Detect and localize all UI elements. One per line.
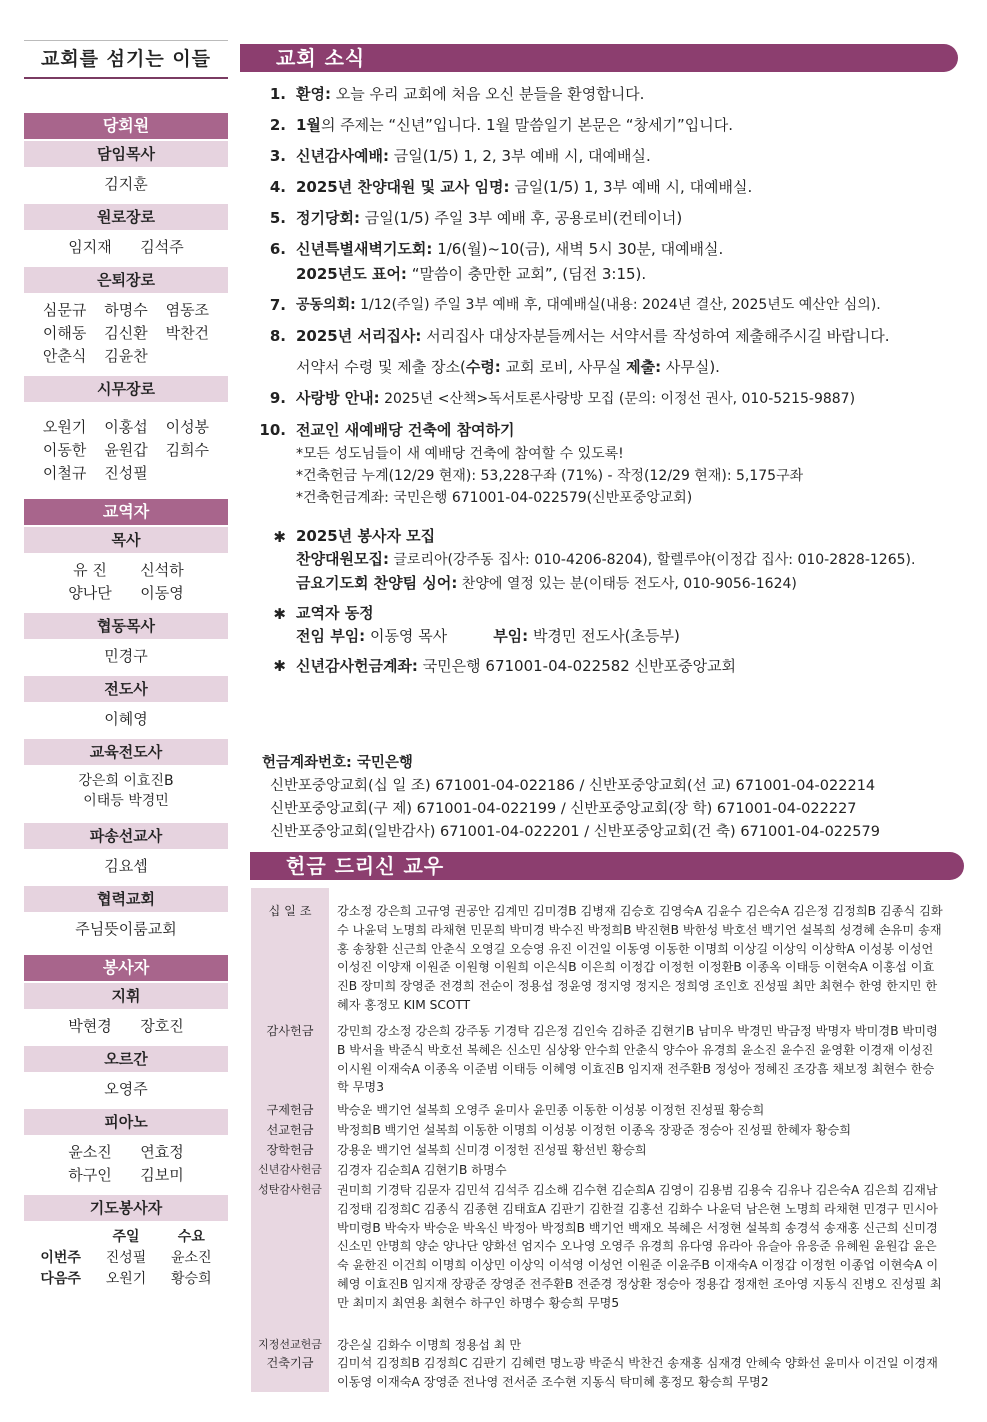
item-number: 6. — [269, 240, 286, 258]
item-text: 서약서 수령 및 제출 장소( — [296, 358, 466, 376]
item-text: 금일(1/5) 1, 2, 3부 예배 시, 대예배실. — [388, 147, 651, 165]
name: 이홍섭 — [104, 418, 148, 436]
names-pason — [24, 849, 228, 886]
name: 안춘식 — [42, 347, 87, 365]
item-label: 교역자 동정 — [296, 604, 374, 622]
info-line: *건축헌금 누계(12/29 현재): 53,228구좌 (71%) - 작정(12/29 현재): 5,175구좌 — [296, 468, 804, 484]
name: 김지훈 — [104, 175, 148, 193]
name: 이혜영 — [104, 710, 148, 728]
names-jeondosa — [24, 702, 228, 739]
news-item — [258, 113, 958, 138]
news-item — [258, 418, 958, 509]
info-line: *건축헌금계좌: 국민은행 671001-04-022579(신반포중앙교회) — [296, 490, 693, 506]
label-jihwi: 지휘 — [24, 983, 228, 1009]
item-number: 3. — [269, 147, 286, 165]
account-line: 신반포중앙교회(십 일 조) 671001-04-022186 / 신반포중앙교회(선 교) 671001-04-022214 — [270, 778, 876, 794]
account-line: 신반포중앙교회(일반감사) 671001-04-022201 / 신반포중앙교회(건 축) 671001-04-022579 — [270, 824, 880, 840]
account-info — [262, 752, 880, 844]
offering-row — [251, 1022, 945, 1097]
item-number: 7. — [269, 296, 286, 314]
offering-row — [251, 1101, 945, 1120]
name: 연효정 — [140, 1143, 184, 1161]
sidebar-title: 교회를 섬기는 이들 — [24, 40, 228, 79]
item-label: 공동의회: — [296, 297, 356, 313]
item-label: 정기당회: — [296, 209, 360, 227]
name: 김희수 — [165, 441, 210, 459]
name: 진성필 — [104, 464, 148, 482]
name: 박현경 — [68, 1017, 112, 1035]
offering-row — [251, 1354, 945, 1392]
label-pason: 파송선교사 — [24, 823, 228, 849]
names-jihwi — [24, 1009, 228, 1046]
news-item — [258, 237, 958, 287]
name: 임지재 — [68, 238, 112, 256]
news-list — [258, 82, 958, 685]
offering-table — [251, 888, 945, 1392]
item-label: 수령: — [465, 358, 501, 376]
name: 김석주 — [140, 238, 184, 256]
names-euntoe — [24, 293, 228, 376]
offering-names: 김미석 김정희B 김정희C 김판기 김혜련 명노광 박준식 박찬건 송재홍 심재경 안혜숙 양화선 윤미사 이건일 이경재 이동영 이재숙A 장영준 전나영 전서준 조수현 지동식 탁미혜 홍정모 황승희 무명2 — [337, 1356, 938, 1389]
item-label: 찬양대원모집: — [296, 550, 389, 568]
offering-row — [251, 1121, 945, 1140]
item-text: 1/12(주일) 주일 3부 예배 후, 대예배실(내용: 2024년 결산, 2025년도 예산안 심의). — [355, 297, 881, 313]
names-hyeopryeok — [24, 912, 228, 949]
names-moksa — [24, 553, 228, 613]
label-euntoe: 은퇴장로 — [24, 267, 228, 293]
item-label: 사랑방 안내: — [296, 389, 380, 407]
name: 김윤찬 — [104, 347, 148, 365]
item-number: 5. — [269, 209, 286, 227]
news-item — [258, 324, 958, 380]
names-piano — [24, 1135, 228, 1195]
item-label: 신년특별새벽기도회: — [296, 240, 433, 258]
name: 심문규 — [42, 301, 87, 319]
prayer-table — [24, 1221, 228, 1296]
offering-header: 헌금 드리신 교우 — [250, 852, 964, 880]
name: 김보미 — [140, 1166, 184, 1184]
item-text: 사무실). — [661, 358, 720, 376]
offering-names: 박승운 백기언 설복희 오영주 윤미사 윤민종 이동한 이성봉 이정헌 진성필 황승희 — [337, 1103, 765, 1117]
item-number: 2. — [269, 116, 286, 134]
item-label: 전교인 새예배당 건축에 참여하기 — [296, 421, 515, 439]
item-label: 전임 부임: — [296, 627, 366, 645]
name: 이동영 — [140, 584, 184, 602]
prayer-week: 다음주 — [40, 1271, 81, 1287]
offering-names: 강소정 강은희 고규영 권공안 김계민 김미경B 김병재 김승호 김영숙A 김윤수 김은숙A 김은정 김정희B 김종식 김화수 나윤덕 노명희 라채현 민문희 박미경 박수진 박정희B 박진현B 박한성 박호선 백기언 설복희 성경혜 손유미 송재홍 송창환 신근희 안춘식 오영길 오승영 유진 이건일 이동영 이동한 이명희 이상길 이상익 이상학A 이성봉 이성언 이성진 이양재 이원준 이원형 이원희 이은식B 이은희 이정갑 이정헌 이정환B 이종옥 이태등 이현숙A 이홍섭 이효진B 장미희 장영준 전경희 전순이 정용섭 정윤영 정지영 정지은 정희영 조인호 진성필 최만 최현수 한영 한지민 한혜자 홍정모 KIM SCOTT — [337, 904, 943, 1012]
offering-label: 십 일 조 — [268, 904, 312, 918]
item-label: 부임: — [493, 627, 529, 645]
info-line: *모든 성도님들이 새 예배당 건축에 참여할 수 있도록! — [296, 446, 624, 462]
building-info — [296, 443, 958, 509]
news-item — [258, 293, 958, 318]
news-star-item — [258, 654, 958, 679]
section-gyoyeok: 교역자 — [24, 499, 228, 525]
prayer-head: 수요 — [177, 1229, 205, 1245]
news-star-item — [258, 525, 958, 596]
label-organ: 오르간 — [24, 1046, 228, 1072]
item-number: 9. — [269, 389, 286, 407]
names-wonro — [24, 230, 228, 267]
name: 오원기 — [42, 418, 87, 436]
name: 염동조 — [165, 301, 210, 319]
name: 양나단 — [68, 584, 112, 602]
name: 하명수 — [104, 301, 148, 319]
item-label: 환영: — [296, 85, 331, 103]
item-text: 교회 로비, 사무실 — [500, 358, 627, 376]
item-label: 2025년 서리집사: — [296, 327, 422, 345]
offering-names: 강은실 김화수 이명희 정용섭 최 만 — [337, 1338, 522, 1352]
name: 민경구 — [104, 647, 148, 665]
star-icon: ✱ — [273, 528, 286, 546]
star-icon: ✱ — [273, 657, 286, 675]
account-head: 헌금계좌번호: 국민은행 — [262, 755, 413, 771]
name: 윤원갑 — [104, 441, 148, 459]
item-number: 1. — [269, 85, 286, 103]
name: 김신환 — [104, 324, 148, 342]
news-item — [258, 175, 958, 200]
label-dam: 담임목사 — [24, 141, 228, 167]
label-hyeopryeok: 협력교회 — [24, 886, 228, 912]
prayer-head: 주일 — [112, 1229, 140, 1245]
sidebar — [24, 40, 228, 1296]
section-dang: 당회원 — [24, 113, 228, 139]
news-item — [258, 82, 958, 107]
offering-label: 장학헌금 — [266, 1143, 314, 1157]
name: 김요셉 — [104, 857, 148, 875]
name: 주님뜻이룸교회 — [75, 920, 177, 938]
names-simu — [24, 402, 228, 493]
label-hyeopdong: 협동목사 — [24, 613, 228, 639]
prayer-week: 이번주 — [40, 1250, 81, 1266]
prayer-name: 진성필 — [105, 1250, 147, 1266]
label-prayer: 기도봉사자 — [24, 1195, 228, 1221]
name: 윤소진 — [68, 1143, 112, 1161]
item-text: 2025년 <산책>독서토론사랑방 모집 (문의: 이정선 권사, 010-5215-9887) — [379, 391, 856, 407]
offering-row — [251, 902, 945, 1015]
item-text: 금일(1/5) 1, 3부 예배 시, 대예배실. — [509, 178, 753, 196]
prayer-name: 윤소진 — [171, 1250, 212, 1266]
item-label: 2025년 봉사자 모집 — [296, 527, 436, 545]
offering-row — [251, 1141, 945, 1160]
prayer-name: 오원기 — [105, 1271, 147, 1287]
name: 이해동 — [42, 324, 87, 342]
offering-label: 신년감사헌금 — [258, 1163, 322, 1176]
item-number: 10. — [259, 421, 286, 439]
item-text: 의 주제는 “신년”입니다. 1월 말씀일기 본문은 “창세기”입니다. — [320, 116, 733, 134]
names-hyeopdong — [24, 639, 228, 676]
item-text: 글로리아(강주동 집사: 010-4206-8204), 할렐루야(이정갑 집사: 010-2828-1265). — [388, 552, 916, 568]
item-text: 찬양에 열정 있는 분(이태등 전도사, 010-9056-1624) — [457, 576, 797, 592]
offering-row — [251, 1336, 945, 1355]
offering-label: 감사헌금 — [266, 1024, 314, 1038]
name: 신석하 — [140, 561, 184, 579]
item-text: 1/6(월)~10(금), 새벽 5시 30분, 대예배실. — [432, 240, 724, 258]
section-bongsa: 봉사자 — [24, 955, 228, 981]
item-number: 8. — [269, 327, 286, 345]
item-text: 오늘 우리 교회에 처음 오신 분들을 환영합니다. — [330, 85, 645, 103]
name: 장호진 — [140, 1017, 184, 1035]
offering-label: 구제헌금 — [266, 1103, 314, 1117]
label-moksa: 목사 — [24, 527, 228, 553]
name-line: 이태등 박경민 — [83, 793, 169, 809]
label-simu: 시무장로 — [24, 376, 228, 402]
item-text: 서리집사 대상자분들께서는 서약서를 작성하여 제출해주시길 바랍니다. — [421, 327, 890, 345]
name: 오영주 — [104, 1080, 148, 1098]
item-text: 박경민 전도사(초등부) — [528, 627, 680, 645]
account-line: 신반포중앙교회(구 제) 671001-04-022199 / 신반포중앙교회(장 학) 671001-04-022227 — [270, 801, 857, 817]
offering-row — [251, 1181, 945, 1313]
item-label: 1월 — [296, 116, 321, 134]
prayer-name: 황승희 — [171, 1271, 212, 1287]
news-item — [258, 144, 958, 169]
offering-names: 권미희 기경탁 김문자 김민석 김석주 김소해 김수현 김순희A 김영이 김용범 김용숙 김유나 김은숙A 김은희 김재남 김정태 김정희C 김종식 김종현 김태효A 김판기 김한걸 김홍선 김화수 나윤덕 남은현 노명희 라채현 민경구 민시아 박미령B 박숙자 박승운 박옥신 박정아 박정희B 백기언 백재오 복혜은 서정현 설복희 송경석 송재홍 신근희 신미경 신소민 안명희 양순 양나단 양화선 엄지수 오나영 오영주 유경희 유다영 유라아 유슬아 유응준 유혜원 윤원갑 윤은숙 윤한진 이건희 이명희 이상민 이상익 이석영 이성언 이원준 이윤주B 이재숙A 이정갑 이정헌 이종업 이현숙A 이혜영 이효진B 임지재 장광준 장영준 전주환B 전준경 정상환 정승아 정용갑 정재헌 조아영 지동식 진병오 진성필 최만 최미지 최연용 최현수 하구인 하명수 황승희 무명5 — [337, 1183, 942, 1310]
item-label: 2025년 찬양대원 및 교사 임명: — [296, 178, 510, 196]
label-piano: 피아노 — [24, 1109, 228, 1135]
motto-text: “말씀이 충만한 교회”, (딤전 3:15). — [406, 265, 647, 283]
offering-names: 김경자 김순희A 김현기B 하명수 — [337, 1163, 507, 1177]
news-item — [258, 206, 958, 231]
offering-names: 강용운 백기언 설복희 신미경 이정헌 진성필 황선빈 황승희 — [337, 1143, 647, 1157]
label-jeondosa: 전도사 — [24, 676, 228, 702]
news-item — [258, 386, 958, 412]
offering-label: 지정선교헌금 — [258, 1338, 322, 1351]
star-icon: ✱ — [273, 605, 286, 623]
item-text: 국민은행 671001-04-022582 신반포중앙교회 — [417, 657, 737, 675]
item-label: 신년감사예배: — [296, 147, 389, 165]
name: 이성봉 — [165, 418, 210, 436]
names-dam — [24, 167, 228, 204]
label-wonro: 원로장로 — [24, 204, 228, 230]
item-number: 4. — [269, 178, 286, 196]
news-star-item — [258, 602, 958, 648]
label-edu: 교육전도사 — [24, 739, 228, 765]
offering-label: 건축기금 — [266, 1356, 314, 1370]
item-text: 이동영 목사 — [365, 627, 448, 645]
name: 하구인 — [68, 1166, 112, 1184]
name: 이철규 — [42, 464, 87, 482]
news-header: 교회 소식 — [240, 44, 958, 72]
name-line: 강은희 이효진B — [78, 773, 174, 789]
offering-row — [251, 1161, 945, 1180]
names-edu — [24, 765, 228, 819]
offering-names: 강민희 강소정 강은희 강주동 기경탁 김은정 김인숙 김하준 김현기B 남미우 박경민 박금정 박명자 박미경B 박미령B 박서율 박준식 박호선 복혜은 신소민 심상왕 안수희 안춘식 양수아 유경희 윤소진 윤수진 윤영환 이경재 이성진 이시원 이재숙A 이종옥 이준범 이태등 이혜영 이효진B 임지재 전주환B 정성아 정혜진 조강흠 채보정 최현수 한승학 무명3 — [337, 1024, 938, 1095]
name: 박찬건 — [165, 324, 210, 342]
offering-label: 선교헌금 — [266, 1123, 314, 1137]
name: 유 진 — [73, 561, 107, 579]
offering-label: 성탄감사헌금 — [258, 1183, 322, 1196]
item-text: 금일(1/5) 주일 3부 예배 후, 공용로비(컨테이너) — [359, 209, 683, 227]
item-label: 제출: — [626, 358, 662, 376]
name: 이동한 — [42, 441, 87, 459]
offering-names: 박정희B 백기언 설복희 이동한 이명희 이성봉 이정헌 이종옥 장광준 정승아 진성필 한혜자 황승희 — [337, 1123, 852, 1137]
item-label: 금요기도회 찬양팀 싱어: — [296, 574, 458, 592]
item-label: 신년감사헌금계좌: — [296, 657, 418, 675]
names-organ — [24, 1072, 228, 1109]
prayer-head — [28, 1227, 93, 1248]
motto-label: 2025년도 표어: — [296, 265, 407, 283]
